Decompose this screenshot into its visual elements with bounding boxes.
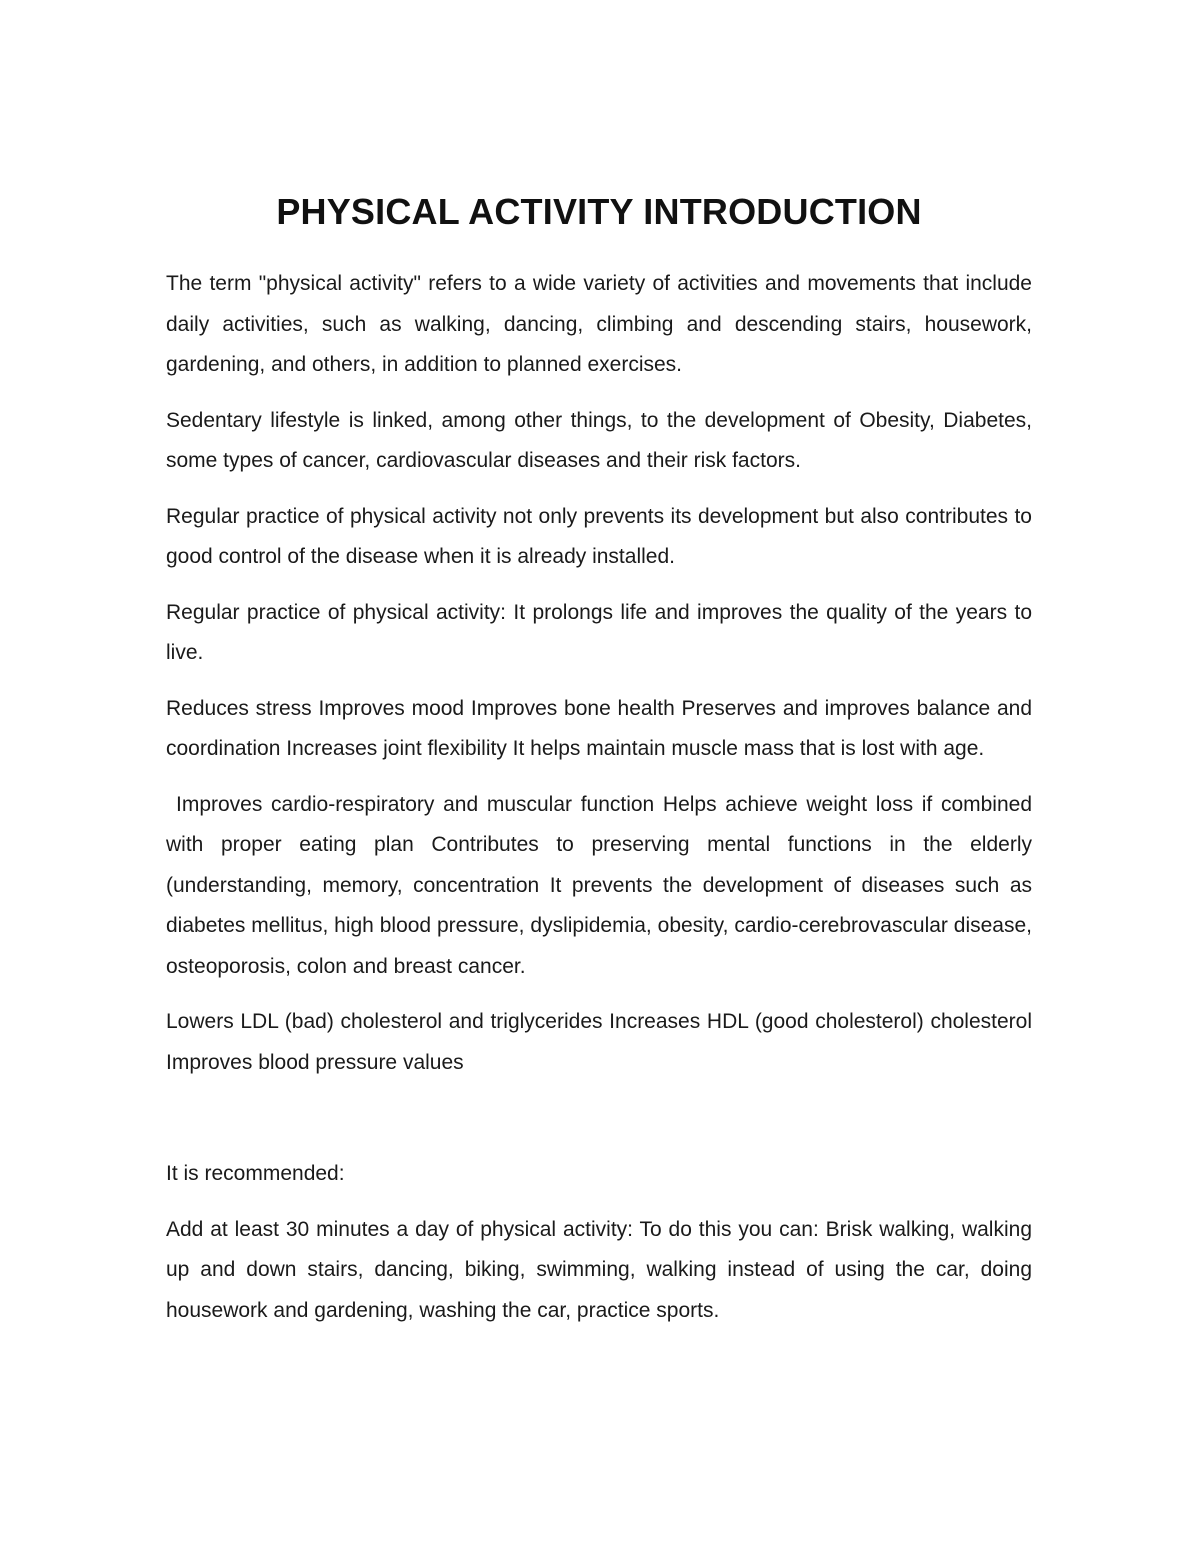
document-page [166,188,1032,1346]
paragraph-benefits-list-2: Improves cardio-respiratory and muscular function Helps achieve weight loss if combined with proper eating plan Contributes to preserving mental functions in the elderly (understanding, memory, concentration It prevents the development of diseases such as diabetes mellitus, high blood pressure, dyslipidemia, obesity, cardio-cerebrovascular disease, osteoporosis, colon and breast cancer. [166,792,1032,978]
section-spacer [166,1098,1032,1154]
recommendation-text: Add at least 30 minutes a day of physical activity: To do this you can: Brisk walking, walking up and down stairs, dancing, biking, swimming, walking instead of using the car, doing housework and gardening, washing the car, practice sports. [166,1217,1032,1322]
paragraph-benefits-list-1: Reduces stress Improves mood Improves bone health Preserves and improves balance and coordination Increases joint flexibility It helps maintain muscle mass that is lost with age. [166,696,1032,760]
document-title: PHYSICAL ACTIVITY INTRODUCTION [276,191,922,232]
paragraph-sedentary-lifestyle: Sedentary lifestyle is linked, among other things, to the development of Obesity, Diabetes, some types of cancer, cardiovascular diseases and their risk factors. [166,408,1032,472]
paragraph-regular-practice-benefits: Regular practice of physical activity: It prolongs life and improves the quality of the years to live. [166,600,1032,664]
paragraph-cholesterol: Lowers LDL (bad) cholesterol and triglycerides Increases HDL (good cholesterol) cholesterol Improves blood pressure values [166,1010,1032,1074]
recommendation-heading: It is recommended: [166,1162,345,1185]
paragraph-definition: The term "physical activity" refers to a wide variety of activities and movements that include daily activities, such as walking, dancing, climbing and descending stairs, housework, gardening, and others, in addition to planned exercises. [166,272,1032,376]
paragraph-regular-practice-prevention: Regular practice of physical activity not only prevents its development but also contributes to good control of the disease when it is already installed. [166,504,1032,568]
